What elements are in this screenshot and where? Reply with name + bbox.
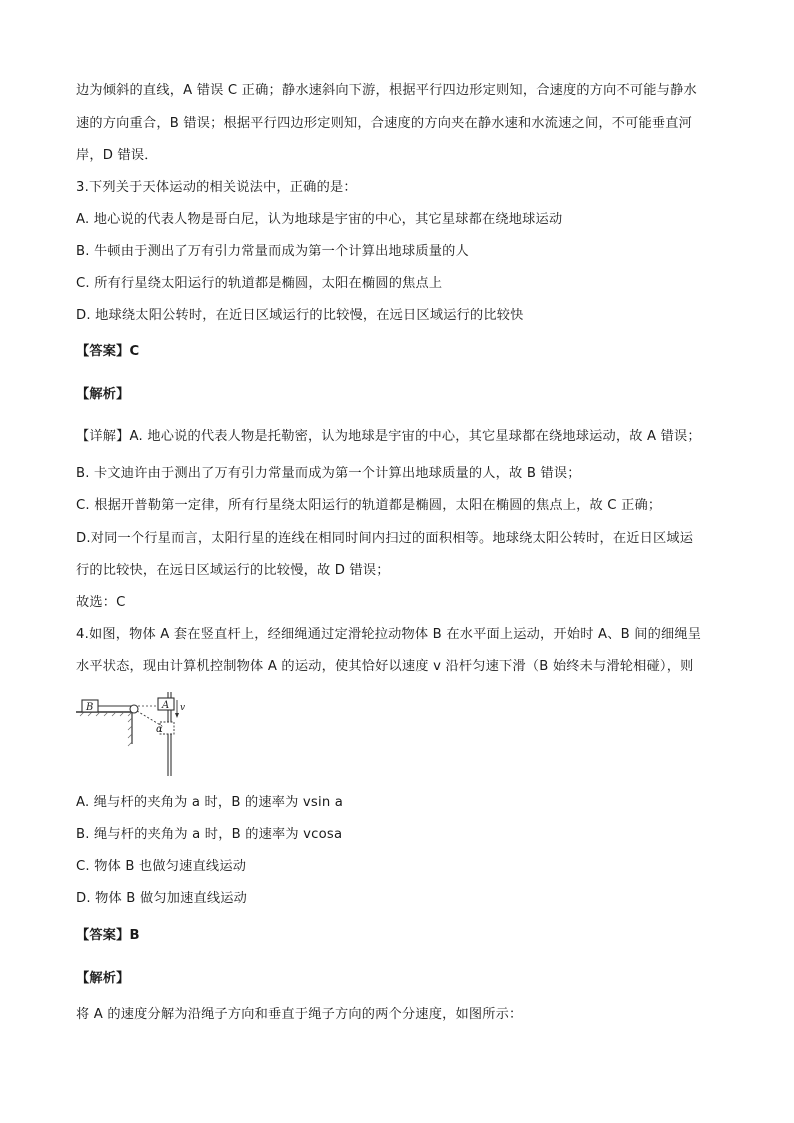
prev-solution-line-3: 岸，D 错误． [76,148,158,163]
prev-solution-line-2: 速的方向重合，B 错误；根据平行四边形定则知，合速度的方向夹在静水速和水流速之间，不可能垂直河 [76,116,693,131]
question-4-analysis-line-1: 将 A 的速度分解为沿绳子方向和垂直于绳子方向的两个分速度，如图所示： [76,1007,523,1022]
block-b-label: B [86,702,94,713]
question-3-detail-line-5: 行的比较快，在远日区域运行的比较慢，故 D 错误； [76,563,390,578]
question-3-option-a: A. 地心说的代表人物是哥白尼，认为地球是宇宙的中心，其它星球都在绕地球运动 [76,212,563,227]
question-4-answer: 【答案】B [76,928,140,943]
block-a-label: A [162,700,170,711]
question-3-detail-line-3: C. 根据开普勒第一定律，所有行星绕太阳运行的轨道都是椭圆，太阳在椭圆的焦点上，故 C 正确； [76,498,662,513]
question-4-option-c: C. 物体 B 也做匀速直线运动 [76,859,247,874]
pulley-diagram [76,692,196,776]
table-hatching [80,712,132,746]
question-3-option-b: B. 牛顿由于测出了万有引力常量而成为第一个计算出地球质量的人 [76,244,469,259]
question-4-stem-line-2: 水平状态，现由计算机控制物体 A 的运动，使其恰好以速度 v 沿杆匀速下滑（B 始终未与滑轮相碰），则 [76,659,694,674]
question-3-option-c: C. 所有行星绕太阳运行的轨道都是椭圆，太阳在椭圆的焦点上 [76,276,443,291]
question-3-detail-line-4: D.对同一个行星而言，太阳行星的连线在相同时间内扫过的面积相等。地球绕太阳公转时，在近日区域运 [76,531,694,546]
alpha-label: α [156,724,163,735]
question-3-detail-line-1: 【详解】A. 地心说的代表人物是托勒密，认为地球是宇宙的中心，其它星球都在绕地球运动，故 A 错误； [76,429,701,444]
question-3-detail-line-2: B. 卡文迪许由于测出了万有引力常量而成为第一个计算出地球质量的人，故 B 错误； [76,466,581,481]
pulley [130,705,138,713]
question-4-option-d: D. 物体 B 做匀加速直线运动 [76,891,248,906]
question-3-analysis-label: 【解析】 [76,387,130,402]
question-4-stem-line-1: 4.如图，物体 A 套在竖直杆上，经细绳通过定滑轮拉动物体 B 在水平面上运动，开始时 A、B 间的细绳呈 [76,627,702,642]
question-3-detail-line-6: 故选：C [76,595,126,610]
velocity-label: v [180,703,186,713]
question-3-option-d: D. 地球绕太阳公转时，在近日区域运行的比较慢，在远日区域运行的比较快 [76,308,524,323]
question-3-stem: 3.下列关于天体运动的相关说法中，正确的是： [76,180,357,195]
velocity-arrow-head [175,713,179,718]
prev-solution-line-1: 边为倾斜的直线，A 错误 C 正确；静水速斜向下游，根据平行四边形定则知，合速度的方向不可能与静水 [76,83,697,98]
pulley-figure [76,692,196,776]
question-3-answer: 【答案】C [76,344,140,359]
question-4-analysis-label: 【解析】 [76,971,130,986]
question-4-option-b: B. 绳与杆的夹角为 a 时，B 的速率为 vcosa [76,827,343,842]
question-4-option-a: A. 绳与杆的夹角为 a 时，B 的速率为 vsin a [76,795,344,810]
